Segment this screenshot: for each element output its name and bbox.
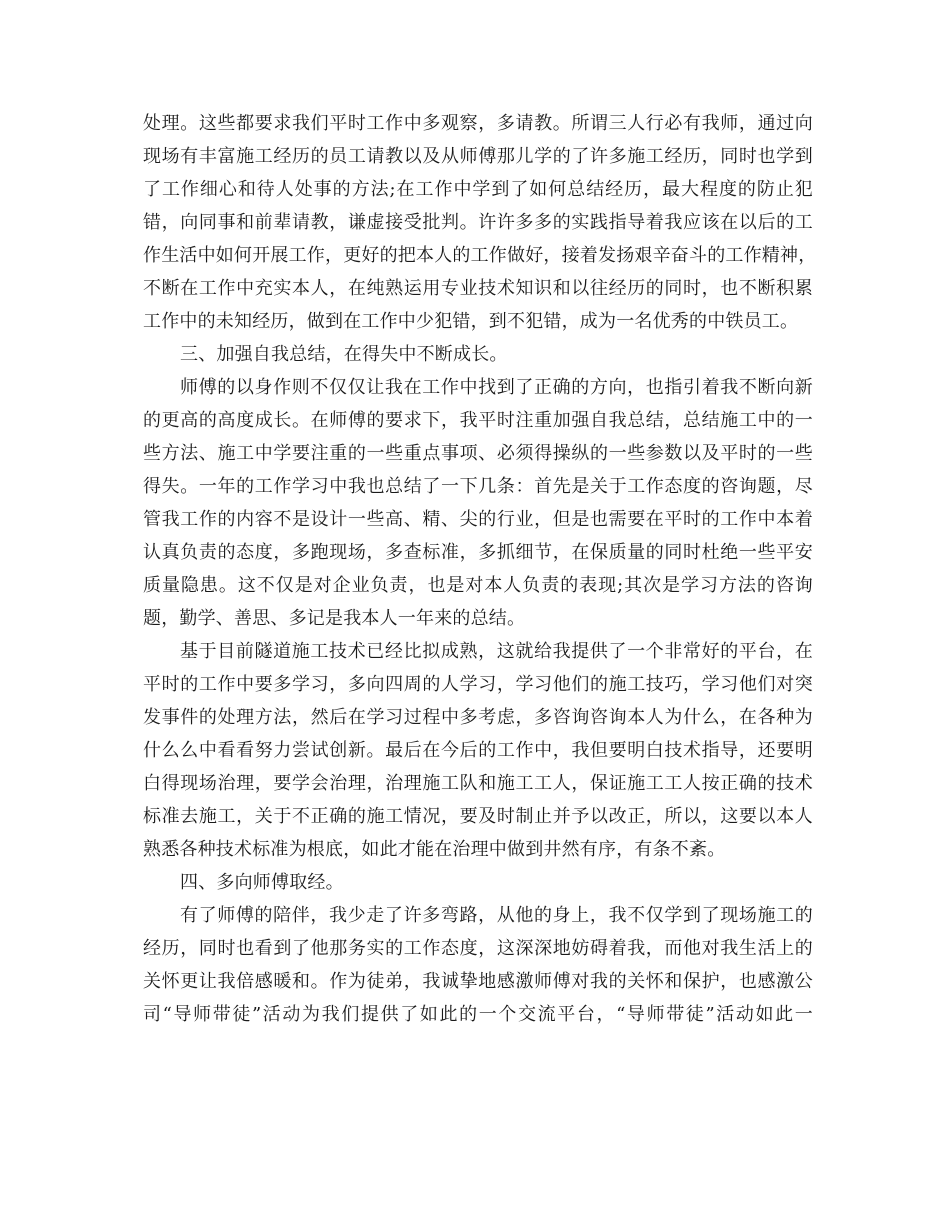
text-line: 作生活中如何开展工作，更好的把本人的工作做好，接着发扬艰辛奋斗的工作精神，	[143, 245, 817, 266]
text-line: 得失。一年的工作学习中我也总结了一下几条：首先是关于工作态度的咨询题，尽	[143, 476, 813, 497]
paragraph-continuation	[143, 107, 817, 338]
text-line: 标准去施工，关于不正确的施工情况，要及时制止并予以改正，所以，这要以本人	[143, 806, 813, 827]
text-line: 师傅的以身作则不仅仅让我在工作中找到了正确的方向，也指引着我不断向新	[180, 377, 813, 398]
section-heading-text: 四、多向师傅取经。	[180, 872, 344, 893]
text-line: 平时的工作中要多学习，多向四周的人学习，学习他们的施工技巧，学习他们对突	[143, 674, 813, 695]
text-line: 不断在工作中充实本人，在纯熟运用专业技术知识和以往经历的同时，也不断积累	[143, 278, 813, 299]
text-line: 些方法、施工中学要注重的一些重点事项、必须得操纵的一些参数以及平时的一些	[143, 443, 813, 464]
section-heading-text: 三、加强自我总结，在得失中不断成长。	[180, 344, 508, 365]
text-line: 熟悉各种技术标准为根底，如此才能在治理中做到井然有序，有条不紊。	[143, 839, 726, 860]
paragraph	[143, 635, 813, 866]
text-line: 认真负责的态度，多跑现场，多查标准，多抓细节，在保质量的同时杜绝一些平安	[143, 542, 813, 563]
text-line: 有了师傅的陪伴，我少走了许多弯路，从他的身上，我不仅学到了现场施工的	[180, 905, 813, 926]
text-line: 了工作细心和待人处事的方法;在工作中学到了如何总结经历，最大程度的防止犯	[143, 179, 813, 200]
text-line: 题，勤学、善思、多记是我本人一年来的总结。	[143, 608, 526, 629]
text-line: 基于目前隧道施工技术已经比拟成熟，这就给我提供了一个非常好的平台，在	[180, 641, 813, 662]
text-line: 发事件的处理方法，然后在学习过程中多考虑，多咨询咨询本人为什么，在各种为	[143, 707, 813, 728]
text-line: 工作中的未知经历，做到在工作中少犯错，到不犯错，成为一名优秀的中铁员工。	[143, 311, 799, 332]
paragraph	[143, 899, 813, 1031]
text-line: 管我工作的内容不是设计一些高、精、尖的行业，但是也需要在平时的工作中本着	[143, 509, 813, 530]
text-line: 的更高的高度成长。在师傅的要求下，我平时注重加强自我总结，总结施工中的一	[143, 410, 813, 431]
section-heading-3	[143, 338, 813, 371]
document-body	[143, 107, 817, 1031]
text-line: 司“导师带徒”活动为我们提供了如此的一个交流平台，“导师带徒”活动如此一	[143, 1004, 813, 1025]
text-line: 现场有丰富施工经历的员工请教以及从师傅那儿学的了许多施工经历，同时也学到	[143, 146, 813, 167]
paragraph	[143, 371, 813, 635]
text-line: 白得现场治理，要学会治理，治理施工队和施工工人，保证施工工人按正确的技术	[143, 773, 813, 794]
text-line: 经历，同时也看到了他那务实的工作态度，这深深地妨碍着我，而他对我生活上的	[143, 938, 813, 959]
text-line: 处理。这些都要求我们平时工作中多观察，多请教。所谓三人行必有我师，通过向	[143, 113, 813, 134]
text-line: 什么么中看看努力尝试创新。最后在今后的工作中，我但要明白技术指导，还要明	[143, 740, 813, 761]
text-line: 错，向同事和前辈请教，谦虚接受批判。许许多多的实践指导着我应该在以后的工	[143, 212, 813, 233]
section-heading-4	[143, 866, 813, 899]
text-line: 关怀更让我倍感暖和。作为徒弟，我诚挚地感激师傅对我的关怀和保护，也感激公	[143, 971, 813, 992]
text-line: 质量隐患。这不仅是对企业负责，也是对本人负责的表现;其次是学习方法的咨询	[143, 575, 813, 596]
